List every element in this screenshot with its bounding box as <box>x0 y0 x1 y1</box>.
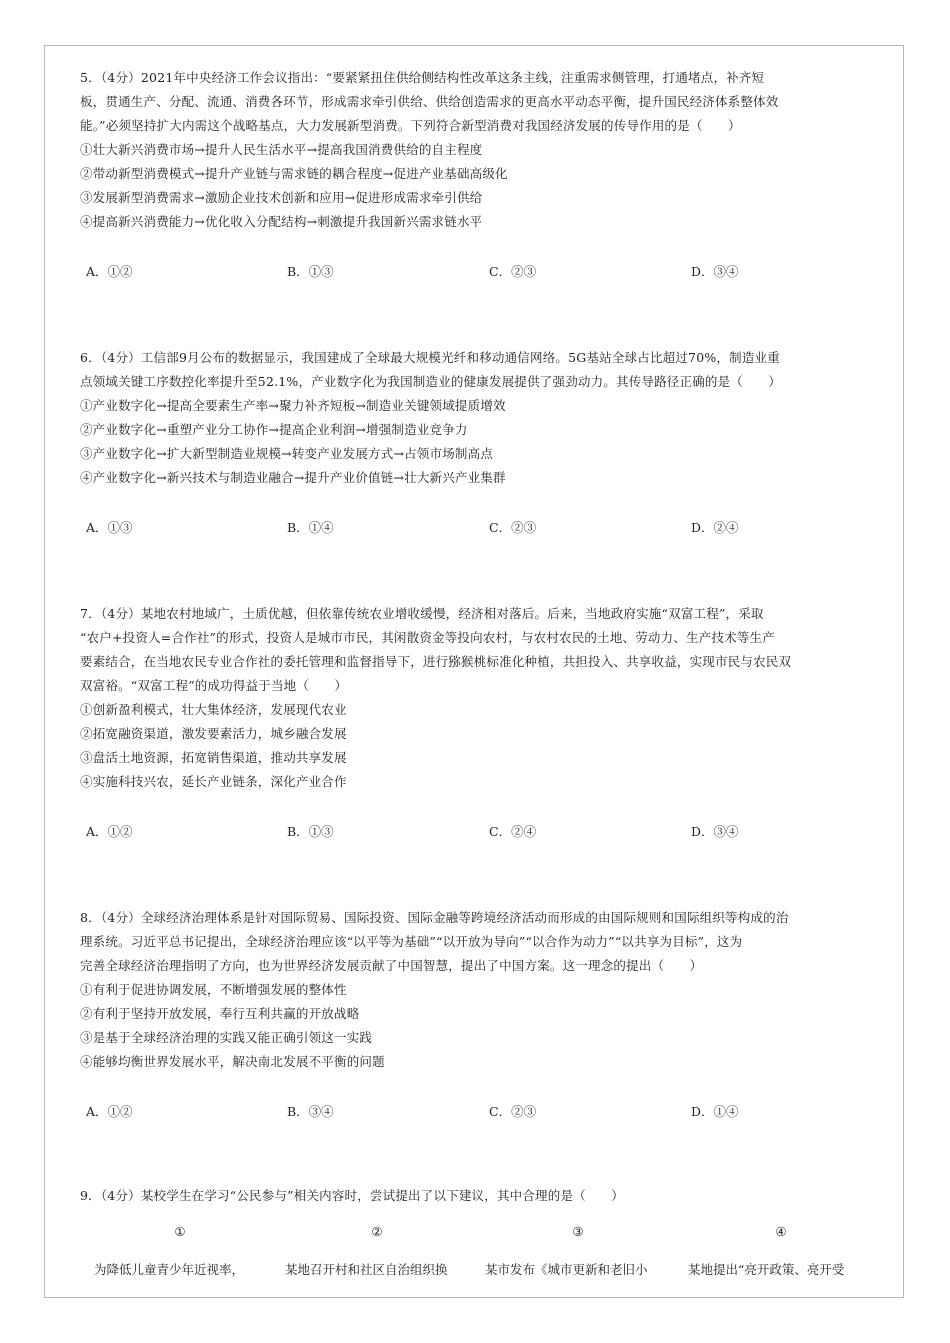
option-d[interactable]: D．①④ <box>691 1104 739 1119</box>
question-9 <box>80 1184 890 1208</box>
statement-2: ②有利于坚持开放发展，奉行互利共赢的开放战略 <box>80 1006 360 1021</box>
option-b[interactable]: B．③④ <box>287 1104 334 1119</box>
option-b[interactable]: B．①④ <box>287 520 334 535</box>
column-header: ③ <box>572 1224 584 1239</box>
question-stem-line: 5．（4分）2021年中央经济工作会议指出：“要紧紧扭住供给侧结构性改革这条主线，注重需求侧管理，打通堵点，补齐短 <box>80 70 765 85</box>
option-d[interactable]: D．②④ <box>691 520 739 535</box>
question-stem-line: 要素结合，在当地农民专业合作社的委托管理和监督指导下，进行猕猴桃标准化种植，共担投入、共享收益，实现市民与农民双 <box>80 654 792 669</box>
statement-3: ③产业数字化→扩大新型制造业规模→转变产业发展方式→占领市场制高点 <box>80 446 494 461</box>
column-header: ④ <box>775 1224 787 1239</box>
question-stem-line: 8．（4分）全球经济治理体系是针对国际贸易、国际投资、国际金融等跨境经济活动而形成的由国际规则和国际组织等构成的治 <box>80 910 789 925</box>
question-stem-line: 7．（4分）某地农村地域广，土质优越，但依靠传统农业增收缓慢，经济相对落后。后来，当地政府实施“双富工程”，采取 <box>80 606 764 621</box>
question-6 <box>80 346 890 490</box>
option-d[interactable]: D．③④ <box>691 824 739 839</box>
statement-2: ②带动新型消费模式→提升产业链与需求链的耦合程度→促进产业基础高级化 <box>80 166 508 181</box>
question-5 <box>80 66 890 234</box>
option-c[interactable]: C．②③ <box>489 1104 537 1119</box>
statement-1: ①壮大新兴消费市场→提升人民生活水平→提高我国消费供给的自主程度 <box>80 142 483 157</box>
option-a[interactable]: A．①② <box>86 1104 133 1119</box>
statement-3: ③发展新型消费需求→激励企业技术创新和应用→促进形成需求牵引供给 <box>80 190 483 205</box>
statement-1: ①创新盈利模式，壮大集体经济，发展现代农业 <box>80 702 347 717</box>
statement-2: ②拓宽融资渠道，激发要素活力，城乡融合发展 <box>80 726 347 741</box>
option-a[interactable]: A．①③ <box>86 520 133 535</box>
table-cell: 为降低儿童青少年近视率， <box>94 1262 245 1277</box>
option-c[interactable]: C．②④ <box>489 824 537 839</box>
option-a[interactable]: A．①② <box>86 264 133 279</box>
question-8-options <box>80 1100 890 1124</box>
table-cell: 某地提出“亮开政策、亮开受 <box>688 1262 845 1277</box>
statement-4: ④实施科技兴农，延长产业链条，深化产业合作 <box>80 774 347 789</box>
question-9-table-row <box>80 1258 890 1282</box>
statement-2: ②产业数字化→重塑产业分工协作→提高企业利润→增强制造业竞争力 <box>80 422 468 437</box>
question-stem-line: 点领域关键工序数控化率提升至52.1%，产业数字化为我国制造业的健康发展提供了强劲动力。其传导路径正确的是（ ） <box>80 374 782 389</box>
statement-1: ①产业数字化→提高全要素生产率→聚力补齐短板→制造业关键领域提质增效 <box>80 398 506 413</box>
question-stem-line: 双富裕。“双富工程”的成功得益于当地（ ） <box>80 678 348 693</box>
option-a[interactable]: A．①② <box>86 824 133 839</box>
option-b[interactable]: B．①③ <box>287 264 334 279</box>
statement-3: ③是基于全球经济治理的实践又能正确引领这一实践 <box>80 1030 373 1045</box>
statement-4: ④能够均衡世界发展水平，解决南北发展不平衡的问题 <box>80 1054 385 1069</box>
question-stem-line: 9．（4分）某校学生在学习“公民参与”相关内容时，尝试提出了以下建议，其中合理的是（ ） <box>80 1188 624 1203</box>
question-6-options <box>80 516 890 540</box>
option-d[interactable]: D．③④ <box>691 264 739 279</box>
statement-4: ④产业数字化→新兴技术与制造业融合→提升产业价值链→壮大新兴产业集群 <box>80 470 506 485</box>
statement-4: ④提高新兴消费能力→优化收入分配结构→刺激提升我国新兴需求链水平 <box>80 214 483 229</box>
question-stem-line: 完善全球经济治理指明了方向，也为世界经济发展贡献了中国智慧，提出了中国方案。这一理念的提出（ ） <box>80 958 703 973</box>
column-header: ② <box>371 1224 383 1239</box>
question-9-table-header <box>80 1220 890 1244</box>
question-stem-line: “农户+投资人=合作社”的形式，投资人是城市市民，其闲散资金等投向农村，与农村农民的土地、劳动力、生产技术等生产 <box>80 630 775 645</box>
option-c[interactable]: C．②③ <box>489 520 537 535</box>
column-header: ① <box>174 1224 186 1239</box>
question-stem-line: 板，贯通生产、分配、流通、消费各环节，形成需求牵引供给、供给创造需求的更高水平动态平衡，提升国民经济体系整体效 <box>80 94 779 109</box>
question-7-options <box>80 820 890 844</box>
question-7 <box>80 602 890 794</box>
question-5-options <box>80 260 890 284</box>
question-stem-line: 理系统。习近平总书记提出，全球经济治理应该“以平等为基础”“以开放为导向”“以合作为动力”“以共享为目标”，这为 <box>80 934 743 949</box>
question-stem-line: 能。”必须坚持扩大内需这个战略基点，大力发展新型消费。下列符合新型消费对我国经济发展的传导作用的是（ ） <box>80 118 741 133</box>
question-8 <box>80 906 890 1074</box>
option-b[interactable]: B．①③ <box>287 824 334 839</box>
statement-3: ③盘活土地资源，拓宽销售渠道，推动共享发展 <box>80 750 347 765</box>
question-stem-line: 6．（4分）工信部9月公布的数据显示，我国建成了全球最大规模光纤和移动通信网络。5G基站全球占比超过70%，制造业重 <box>80 350 780 365</box>
table-cell: 某地召开村和社区自治组织换 <box>285 1262 448 1277</box>
option-c[interactable]: C．②③ <box>489 264 537 279</box>
table-cell: 某市发布《城市更新和老旧小 <box>485 1262 648 1277</box>
statement-1: ①有利于促进协调发展，不断增强发展的整体性 <box>80 982 347 997</box>
